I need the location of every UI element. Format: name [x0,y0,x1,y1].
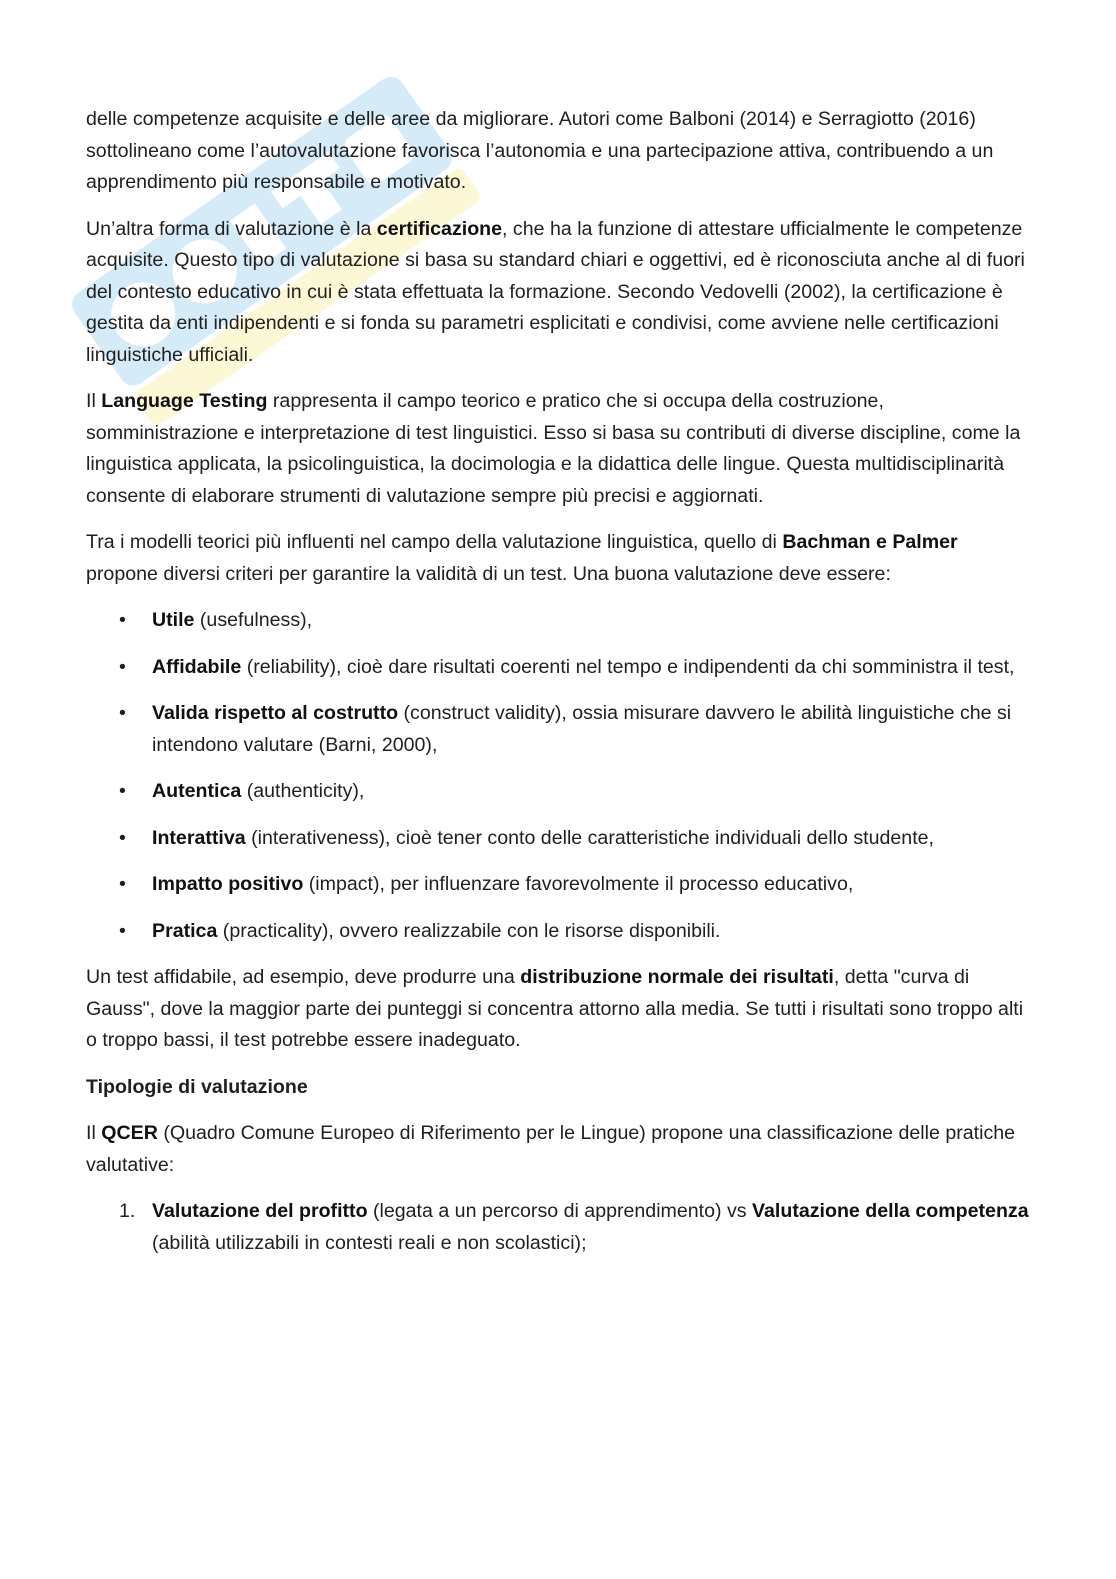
term-qcer: QCER [101,1122,158,1144]
section-heading: Tipologie di valutazione [86,1075,308,1098]
list-item: • Interattiva (interativeness), cioè tener conto delle caratteristiche individuali dello studente, [86,823,1031,855]
list-item: • Valida rispetto al costrutto (construct validity), ossia misurare davvero le abilità linguistiche che si intendono valutare (Barni, 2000), [86,698,1031,761]
numbered-list [86,1196,1031,1259]
criteria-list [86,605,1031,947]
bullet-icon: • [119,702,126,724]
paragraph-autovalutazione: delle competenze acquisite e delle aree da migliorare. Autori come Balboni (2014) e Serragiotto (2016) sottolineano come l’autovalutazione favorisca l’autonomia e una partecipazione attiva, contribuendo a un apprendimento più responsabile e motivato. [86,108,994,193]
list-item: • Autentica (authenticity), [86,776,1031,808]
paragraph-bachman-palmer: Tra i modelli teorici più influenti nel campo della valutazione linguistica, quello di Bachman e Palmer propone diversi criteri per garantire la validità di un test. Una buona valutazione deve essere: [86,531,958,585]
paragraph-certificazione: Un’altra forma di valutazione è la certificazione, che ha la funzione di attestare ufficialmente le competenze acquisite. Questo tipo di valutazione si basa su standard chiari e oggettivi, ed è riconosciuta anche al di fuori del contesto educativo in cui è stata effettuata la formazione. Secondo Vedovelli (2002), la certificazione è gestita da enti indipendenti e si fonda su parametri esplicitati e condivisi, come avviene nelle certificazioni linguistiche ufficiali. [86,217,1025,366]
list-number: 1. [119,1200,136,1222]
paragraph-distribuzione: Un test affidabile, ad esempio, deve produrre una distribuzione normale dei risultati, detta "curva di Gauss", dove la maggior parte dei punteggi si concentra attorno alla media. Se tutti i risultati sono troppo alti o troppo bassi, il test potrebbe essere inadeguato. [86,966,1024,1051]
bullet-icon: • [119,826,126,849]
paragraph-qcer: Il QCER (Quadro Comune Europeo di Riferimento per le Lingue) propone una classificazione delle pratiche valutative: [86,1122,1016,1176]
bullet-icon: • [119,873,126,895]
list-item: • Utile (usefulness), [86,605,1031,637]
term-bachman-palmer: Bachman e Palmer [782,531,958,553]
term-distribuzione: distribuzione normale dei risultati [520,966,834,988]
bullet-icon: • [119,780,126,802]
list-item: 1. Valutazione del profitto (legata a un percorso di apprendimento) vs Valutazione della competenza (abilità utilizzabili in contesti reali e non scolastici); [86,1196,1031,1259]
paragraph-language-testing: Il Language Testing rappresenta il campo teorico e pratico che si occupa della costruzione, somministrazione e interpretazione di test linguistici. Esso si basa su contributi di diverse discipline, come la linguistica applicata, la psicolinguistica, la docimologia e la didattica delle lingue. Questa multidisciplinarità consente di elaborare strumenti di valutazione sempre più precisi e aggiornati. [86,390,1021,507]
bullet-icon: • [119,655,126,678]
list-item: • Affidabile (reliability), cioè dare risultati coerenti nel tempo e indipendenti da chi somministra il test, [86,652,1031,684]
term-certificazione: certificazione [376,217,503,240]
document-page [86,104,1031,1259]
bullet-icon: • [119,919,126,942]
list-item: • Impatto positivo (impact), per influenzare favorevolmente il processo educativo, [86,869,1031,901]
bullet-icon: • [119,609,126,631]
list-item: • Pratica (practicality), ovvero realizzabile con le risorse disponibili. [86,916,1031,948]
term-language-testing: Language Testing [101,390,268,412]
